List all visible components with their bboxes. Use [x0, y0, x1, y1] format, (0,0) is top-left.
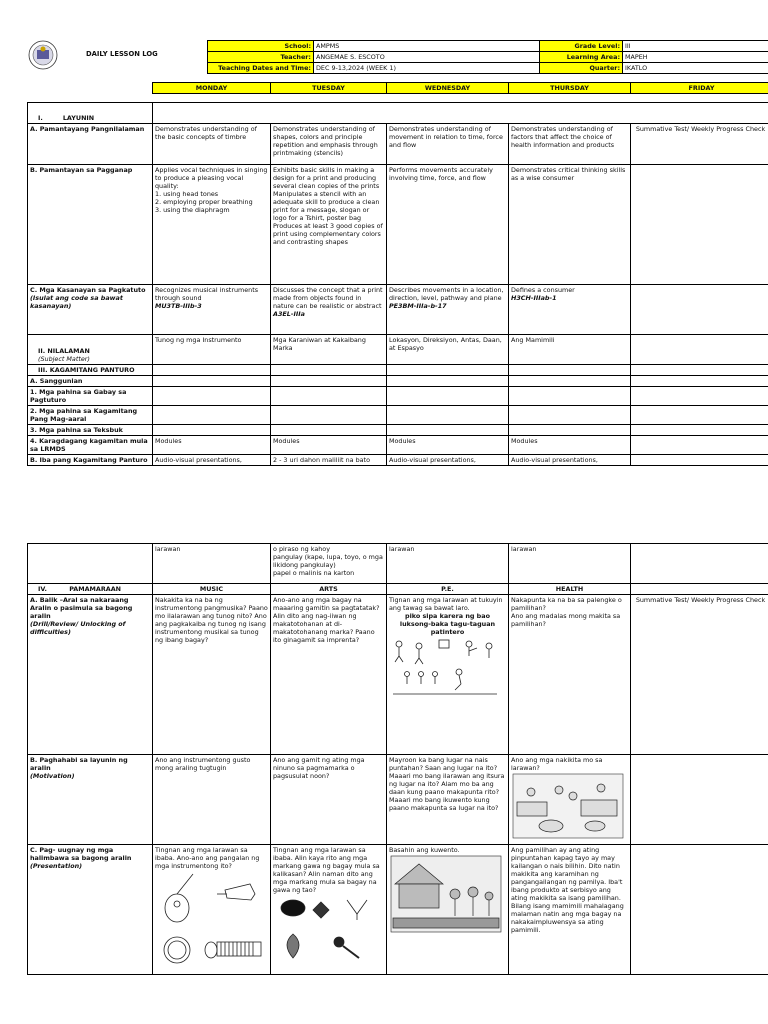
subject-friday	[631, 584, 768, 595]
row-label-gabay: 1. Mga pahina sa Gabay sa Pagtuturo	[28, 387, 153, 406]
cell-lrmds-mon: Modules	[153, 436, 271, 455]
cell-motivation-thu: Ano ang mga nakikita mo sa larawan?	[509, 755, 631, 845]
cell-presentation-tue: Tingnan ang mga larawan sa ibaba. Alin kaya rito ang mga markang gawa ng bagay mula sa kalikasan? Alin naman dito ang mga markang mula sa bagay na gawa ng tao?	[271, 845, 387, 975]
row-label-sanggunian: A. Sanggunian	[28, 376, 153, 387]
teacher-value: ANGEMAE S. ESCOTO	[314, 52, 540, 63]
row-label-pag-uugnay: C. Pag- uugnay ng mga halimbawa sa bagong aralin (Presentation)	[28, 845, 153, 975]
cell-iba-wed: Audio-visual presentations,	[387, 455, 509, 466]
cell-balik-wed: Tignan ang mga larawan at tukuyin ang tawag sa bawat laro. piko sipa karera ng bao luksong-baka tagu-taguan patintero	[387, 595, 509, 755]
subject-music: MUSIC	[153, 584, 271, 595]
row-label-lrmds: 4. Karagdagang kagamitan mula sa LRMDS	[28, 436, 153, 455]
quarter-label: Quarter:	[540, 63, 623, 74]
school-value: AMPMS	[314, 41, 540, 52]
cell-c-tue: Discusses the concept that a print made from objects found in nature can be realistic or abstract A3EL-IIIa	[271, 285, 387, 335]
row-label-paghahabi: B. Paghahabi sa layunin ng aralin (Motivation)	[28, 755, 153, 845]
cell-lrmds-thu: Modules	[509, 436, 631, 455]
deped-seal-logo	[28, 40, 58, 70]
row-label-teksbuk: 3. Mga pahina sa Teksbuk	[28, 425, 153, 436]
pamamaraan-heading: IV. PAMAMARAAN	[28, 584, 153, 595]
quarter-value: IKATLO	[623, 63, 768, 74]
days-header	[152, 82, 768, 94]
document-title: DAILY LESSON LOG	[86, 50, 158, 58]
grade-value: III	[623, 41, 768, 52]
cell-a-thu: Demonstrates understanding of factors that affect the choice of health information and products	[509, 124, 631, 165]
day-thursday: THURSDAY	[509, 83, 631, 94]
teacher-label: Teacher:	[208, 52, 314, 63]
cell-iba-tue: 2 - 3 uri dahon maliliit na bato	[271, 455, 387, 466]
cell-lrmds-tue: Modules	[271, 436, 387, 455]
row-label-nilalaman: II. NILALAMAN (Subject Matter)	[28, 335, 153, 365]
cell-c-wed: Describes movements in a location, direction, level, pathway and plane PE3BM-IIIa-b-17	[387, 285, 509, 335]
marks-objects-illustration	[273, 894, 383, 960]
cell-nilalaman-mon: Tunog ng mga Instrumento	[153, 335, 271, 365]
cell-nilalaman-wed: Lokasyon, Direksiyon, Antas, Daan, at Espasyo	[387, 335, 509, 365]
cell-nilalaman-fri	[631, 335, 768, 365]
subject-health: HEALTH	[509, 584, 631, 595]
cell-b-thu: Demonstrates critical thinking skills as a wise consumer	[509, 165, 631, 285]
cell-nilalaman-tue: Mga Karaniwan at Kakaibang Marka	[271, 335, 387, 365]
cell-presentation-fri	[631, 845, 768, 975]
cell-presentation-thu: Ang pamilihan ay ang ating pinpuntahan kapag tayo ay may kailangan o nais bilihin. Dito natin makikita ang karamihan ng pangangailangan ng pamilya. Iba't ibang produkto at serbisyo ang ating makikita sa isang pamilihan. Bilang isang mamimili mahalagang malaman natin ang mga bagay na nakakaimpluwensya sa ating pamimili.	[509, 845, 631, 975]
cell-balik-thu: Nakapunta ka na ba sa palengke o pamilihan? Ano ang madalas mong makita sa pamilihan?	[509, 595, 631, 755]
lesson-table-page2	[27, 543, 768, 975]
cell-nilalaman-thu: Ang Mamimili	[509, 335, 631, 365]
day-monday: MONDAY	[153, 83, 271, 94]
day-friday: FRIDAY	[631, 83, 768, 94]
cell-cont-wed: larawan	[387, 544, 509, 584]
cell-a-wed: Demonstrates understanding of movement in relation to time, force and flow	[387, 124, 509, 165]
lesson-table-page1	[27, 102, 768, 466]
cell-presentation-wed: Basahin ang kuwento.	[387, 845, 509, 975]
dates-label: Teaching Dates and Time:	[208, 63, 314, 74]
cell-cont-tue: o piraso ng kahoy pangulay (kape, lupa, toyo, o mga likidong pangkulay) papel o malinis na karton	[271, 544, 387, 584]
row-label-pamantayang-pangnilalaman: A. Pamantayang Pangnilalaman	[28, 124, 153, 165]
row-label-iba-pang-kagamitan: B. Iba pang Kagamitang Panturo	[28, 455, 153, 466]
cell-motivation-fri	[631, 755, 768, 845]
cell-c-mon: Recognizes musical instruments through sound MU3TB-IIIb-3	[153, 285, 271, 335]
cell-lrmds-wed: Modules	[387, 436, 509, 455]
musical-instruments-illustration	[155, 870, 267, 968]
day-wednesday: WEDNESDAY	[387, 83, 509, 94]
cell-a-tue: Demonstrates understanding of shapes, colors and principle repetition and emphasis through printmaking (stencils)	[271, 124, 387, 165]
children-games-illustration	[389, 636, 501, 698]
day-tuesday: TUESDAY	[271, 83, 387, 94]
subject-pe: P.E.	[387, 584, 509, 595]
cell-a-fri: Summative Test/ Weekly Progress Check	[631, 124, 768, 165]
row-label-kasanayan: C. Mga Kasanayan sa Pagkatuto (Isulat ang code sa bawat kasanayan)	[28, 285, 153, 335]
row-label-balik-aral: A. Balik –Aral sa nakaraang Aralin o pasimula sa bagong aralin (Drill/Review/ Unlocking of difficulties)	[28, 595, 153, 755]
cell-balik-fri: Summative Test/ Weekly Progress Check	[631, 595, 768, 755]
cell-lrmds-fri	[631, 436, 768, 455]
grade-label: Grade Level:	[540, 41, 623, 52]
cell-motivation-mon: Ano ang instrumentong gusto mong araling tugtugin	[153, 755, 271, 845]
market-scene-illustration	[511, 772, 625, 840]
cell-balik-mon: Nakakita ka na ba ng instrumentong pangmusika? Paano mo ilalarawan ang tunog nito? Ano ang pagkakaiba ng tunog ng isang instrumentong musikal sa tunog ng ibang bagay?	[153, 595, 271, 755]
pe-games-list: piko sipa karera ng bao luksong-baka tagu-taguan patintero	[399, 612, 496, 636]
subject-arts: ARTS	[271, 584, 387, 595]
cell-motivation-tue: Ano ang gamit ng ating mga ninuno sa pagmamarka o pagsusulat noon?	[271, 755, 387, 845]
cell-b-wed: Performs movements accurately involving time, force, and flow	[387, 165, 509, 285]
cell-iba-thu: Audio-visual presentations,	[509, 455, 631, 466]
cell-c-thu: Defines a consumer H3CH-IIIab-1	[509, 285, 631, 335]
header-table	[207, 40, 768, 74]
layunin-heading: I. LAYUNIN	[28, 103, 153, 124]
row-label-kagamitan: III. KAGAMITANG PANTURO	[28, 365, 153, 376]
cell-balik-tue: Ano-ano ang mga bagay na maaaring gamitin sa pagtatatak? Alin dito ang nag-iiwan ng makatotohanan at di-makatotohanang marka? Paano ito ginagamit sa imprenta?	[271, 595, 387, 755]
layunin-blank	[153, 103, 768, 124]
area-label: Learning Area:	[540, 52, 623, 63]
cell-b-fri	[631, 165, 768, 285]
cell-b-mon: Applies vocal techniques in singing to produce a pleasing vocal quality: 1. using head tones 2. employing proper breathing 3. using the diaphragm	[153, 165, 271, 285]
cell-presentation-mon: Tingnan ang mga larawan sa ibaba. Ano-ano ang pangalan ng mga instrumentong ito?	[153, 845, 271, 975]
cell-cont-thu: larawan	[509, 544, 631, 584]
story-illustration	[389, 854, 503, 934]
area-value: MAPEH	[623, 52, 768, 63]
cell-b-tue: Exhibits basic skills in making a design for a print and producing several clean copies of the prints Manipulates a stencil with an adequate skill to produce a clean print for a message, slogan or logo for a Tshirt, poster bag Produces at least 3 good copies of print using complementary colors and contrasting shapes	[271, 165, 387, 285]
cell-iba-mon: Audio-visual presentations,	[153, 455, 271, 466]
cell-cont-fri	[631, 544, 768, 584]
school-label: School:	[208, 41, 314, 52]
cell-a-mon: Demonstrates understanding of the basic concepts of timbre	[153, 124, 271, 165]
cell-cont-mon: larawan	[153, 544, 271, 584]
cell-c-fri	[631, 285, 768, 335]
row-label-pamantayan-pagganap: B. Pamantayan sa Pagganap	[28, 165, 153, 285]
row-label-kagamitang-mag-aaral: 2. Mga pahina sa Kagamitang Pang Mag-aaral	[28, 406, 153, 425]
dates-value: DEC 9-13,2024 (WEEK 1)	[314, 63, 540, 74]
cell-iba-fri	[631, 455, 768, 466]
cell-motivation-wed: Mayroon ka bang lugar na nais puntahan? Saan ang lugar na ito? Maaari mo bang ilarawan ang itsura ng lugar na ito? Alam mo ba ang daan kung paano makapunta rito? Maaari mo bang ikuwento kung paano makapunta sa lugar na ito?	[387, 755, 509, 845]
